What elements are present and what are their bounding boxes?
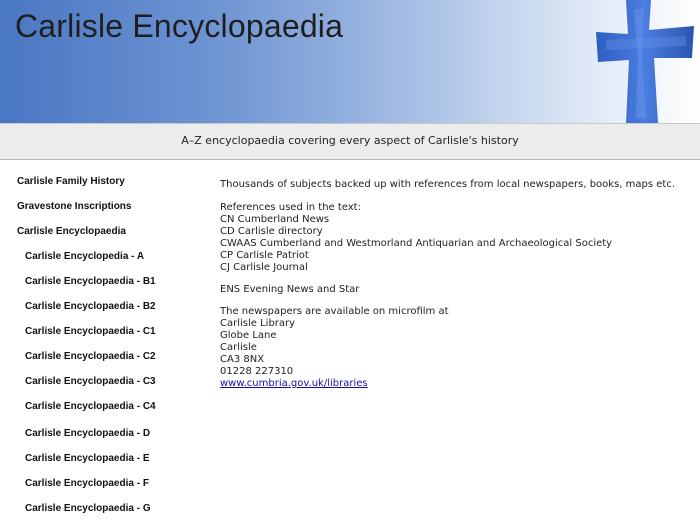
sidebar-subitem-c1[interactable]: Carlisle Encyclopaedia - C1 bbox=[25, 326, 156, 337]
sidebar-subitem-c4[interactable]: Carlisle Encyclopaedia - C4 bbox=[25, 401, 156, 412]
microfilm-heading: The newspapers are available on microfilm at bbox=[220, 306, 449, 317]
stone-cross-image bbox=[596, 0, 696, 123]
sidebar-subitem-a[interactable]: Carlisle Encyclopedia - A bbox=[25, 251, 145, 262]
sidebar-subitem-b2[interactable]: Carlisle Encyclopaedia - B2 bbox=[25, 301, 156, 312]
ens-reference: ENS Evening News and Star bbox=[220, 284, 360, 295]
tagline-bar bbox=[0, 123, 700, 160]
sidebar-subitem-e[interactable]: Carlisle Encyclopaedia - E bbox=[25, 453, 150, 464]
libraries-link[interactable]: www.cumbria.gov.uk/libraries bbox=[220, 378, 368, 389]
header-banner bbox=[0, 0, 700, 123]
address-line: Carlisle bbox=[220, 342, 257, 353]
reference-item: CP Carlisle Patriot bbox=[220, 250, 309, 261]
address-line: CA3 8NX bbox=[220, 354, 265, 365]
sidebar-subitem-c3[interactable]: Carlisle Encyclopaedia - C3 bbox=[25, 376, 156, 387]
sidebar-subitem-f[interactable]: Carlisle Encyclopaedia - F bbox=[25, 478, 149, 489]
intro-text: Thousands of subjects backed up with references from local newspapers, books, maps etc. bbox=[220, 179, 676, 190]
references-heading: References used in the text: bbox=[220, 202, 361, 213]
tagline: A–Z encyclopaedia covering every aspect of Carlisle's history bbox=[181, 134, 519, 147]
sidebar-subitem-d[interactable]: Carlisle Encyclopaedia - D bbox=[25, 428, 151, 439]
reference-item: CN Cumberland News bbox=[220, 214, 330, 225]
sidebar-subitem-c2[interactable]: Carlisle Encyclopaedia - C2 bbox=[25, 351, 156, 362]
sidebar-item-carlisle-encyclopaedia[interactable]: Carlisle Encyclopaedia bbox=[17, 226, 126, 237]
sidebar-item-gravestone-inscriptions[interactable]: Gravestone Inscriptions bbox=[17, 201, 132, 212]
phone-number: 01228 227310 bbox=[220, 366, 294, 377]
address-line: Globe Lane bbox=[220, 330, 277, 341]
sidebar-subitem-b1[interactable]: Carlisle Encyclopaedia - B1 bbox=[25, 276, 156, 287]
address-line: Carlisle Library bbox=[220, 318, 296, 329]
sidebar-item-family-history[interactable]: Carlisle Family History bbox=[17, 176, 125, 187]
sidebar-subitem-g[interactable]: Carlisle Encyclopaedia - G bbox=[25, 503, 151, 514]
reference-item: CJ Carlisle Journal bbox=[220, 262, 308, 273]
reference-item: CWAAS Cumberland and Westmorland Antiquarian and Archaeological Society bbox=[220, 238, 613, 249]
reference-item: CD Carlisle directory bbox=[220, 226, 323, 237]
site-title[interactable]: Carlisle Encyclopaedia bbox=[15, 8, 344, 44]
